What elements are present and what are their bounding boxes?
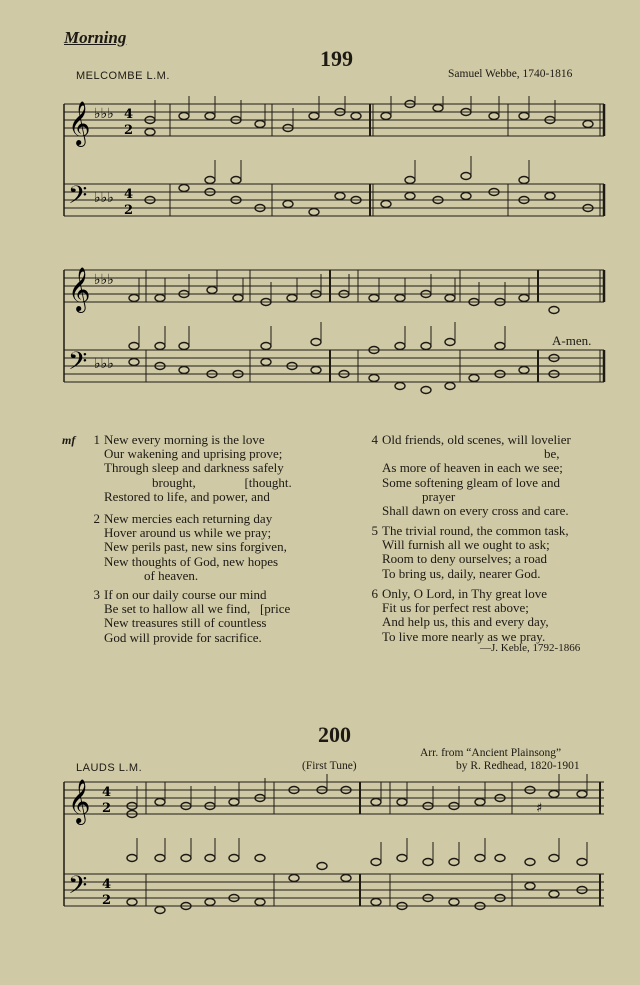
svg-text:𝄢: 𝄢 (68, 871, 88, 906)
hymn-number-200: 200 (318, 722, 351, 747)
music-system-199-1 (60, 96, 608, 236)
tune-name-200: LAUDS L.M. (76, 762, 143, 774)
svg-text:𝄞: 𝄞 (68, 779, 91, 823)
svg-text:2: 2 (102, 893, 112, 908)
svg-text:♭♭♭: ♭♭♭ (94, 190, 114, 206)
sharp-icon: ♯ (536, 801, 543, 816)
verse-4: 4 Old friends, old scenes, will lovelier be, As more of heaven in each we see; Some softening gleam of love and prayer Shall dawn on every cross and care. (371, 432, 571, 519)
music-system-199-2 (60, 262, 608, 402)
svg-text:𝄢: 𝄢 (68, 347, 88, 382)
verse-5: 5 The trivial round, the common task, Will furnish all we ought to ask; Room to deny ourselves; a road To bring us, daily, nearer God. (371, 523, 569, 581)
svg-text:𝄞: 𝄞 (68, 267, 91, 311)
arranger-line-1: Arr. from “Ancient Plainsong” (420, 747, 562, 759)
bass-clef-icon: 𝄢 (68, 181, 88, 216)
section-title: Morning (64, 28, 127, 47)
author-credit: —J. Keble, 1792-1866 (480, 642, 581, 654)
composer-199: Samuel Webbe, 1740-1816 (448, 68, 573, 80)
svg-text:2: 2 (102, 801, 112, 816)
svg-text:2: 2 (124, 203, 134, 218)
svg-text:♭♭♭: ♭♭♭ (94, 356, 114, 372)
amen-label: A-men. (552, 333, 592, 348)
treble-clef-icon: 𝄞 (68, 101, 91, 145)
svg-text:♭♭♭: ♭♭♭ (94, 272, 114, 288)
verse-3: 3 If on our daily course our mind Be set to hallow all we find, [price New treasures still of countless God will provide for sacrifice. (93, 587, 291, 645)
verse-6: 6 Only, O Lord, in Thy great love Fit us for perfect rest above; And help us, this and every day, To live more nearly as we pray. (371, 586, 549, 644)
verse-1: 1 New every morning is the love Our wakening and uprising prove; Through sleep and darkness safely brought, [thought. Restored to life, and power, and (93, 432, 292, 504)
svg-text:4: 4 (124, 187, 134, 202)
hymn-number-199: 199 (320, 46, 353, 71)
arranger-line-2: by R. Redhead, 1820-1901 (456, 760, 580, 772)
svg-text:4: 4 (102, 877, 112, 892)
music-system-200-1 (60, 774, 608, 924)
flat-icon: ♭♭♭ (94, 106, 114, 122)
tune-note: (First Tune) (302, 760, 357, 772)
svg-text:2: 2 (124, 123, 134, 138)
notes-199-2 (129, 287, 559, 394)
svg-text:4: 4 (102, 785, 112, 800)
time-signature: 4 (124, 107, 134, 122)
dynamic-marking: mf (62, 433, 76, 447)
verse-2: 2 New mercies each returning day Hover around us while we pray; New perils past, new sins forgiven, New thoughts of God, new hopes of heaven. (93, 511, 287, 583)
tune-name-199: MELCOMBE L.M. (76, 70, 170, 82)
